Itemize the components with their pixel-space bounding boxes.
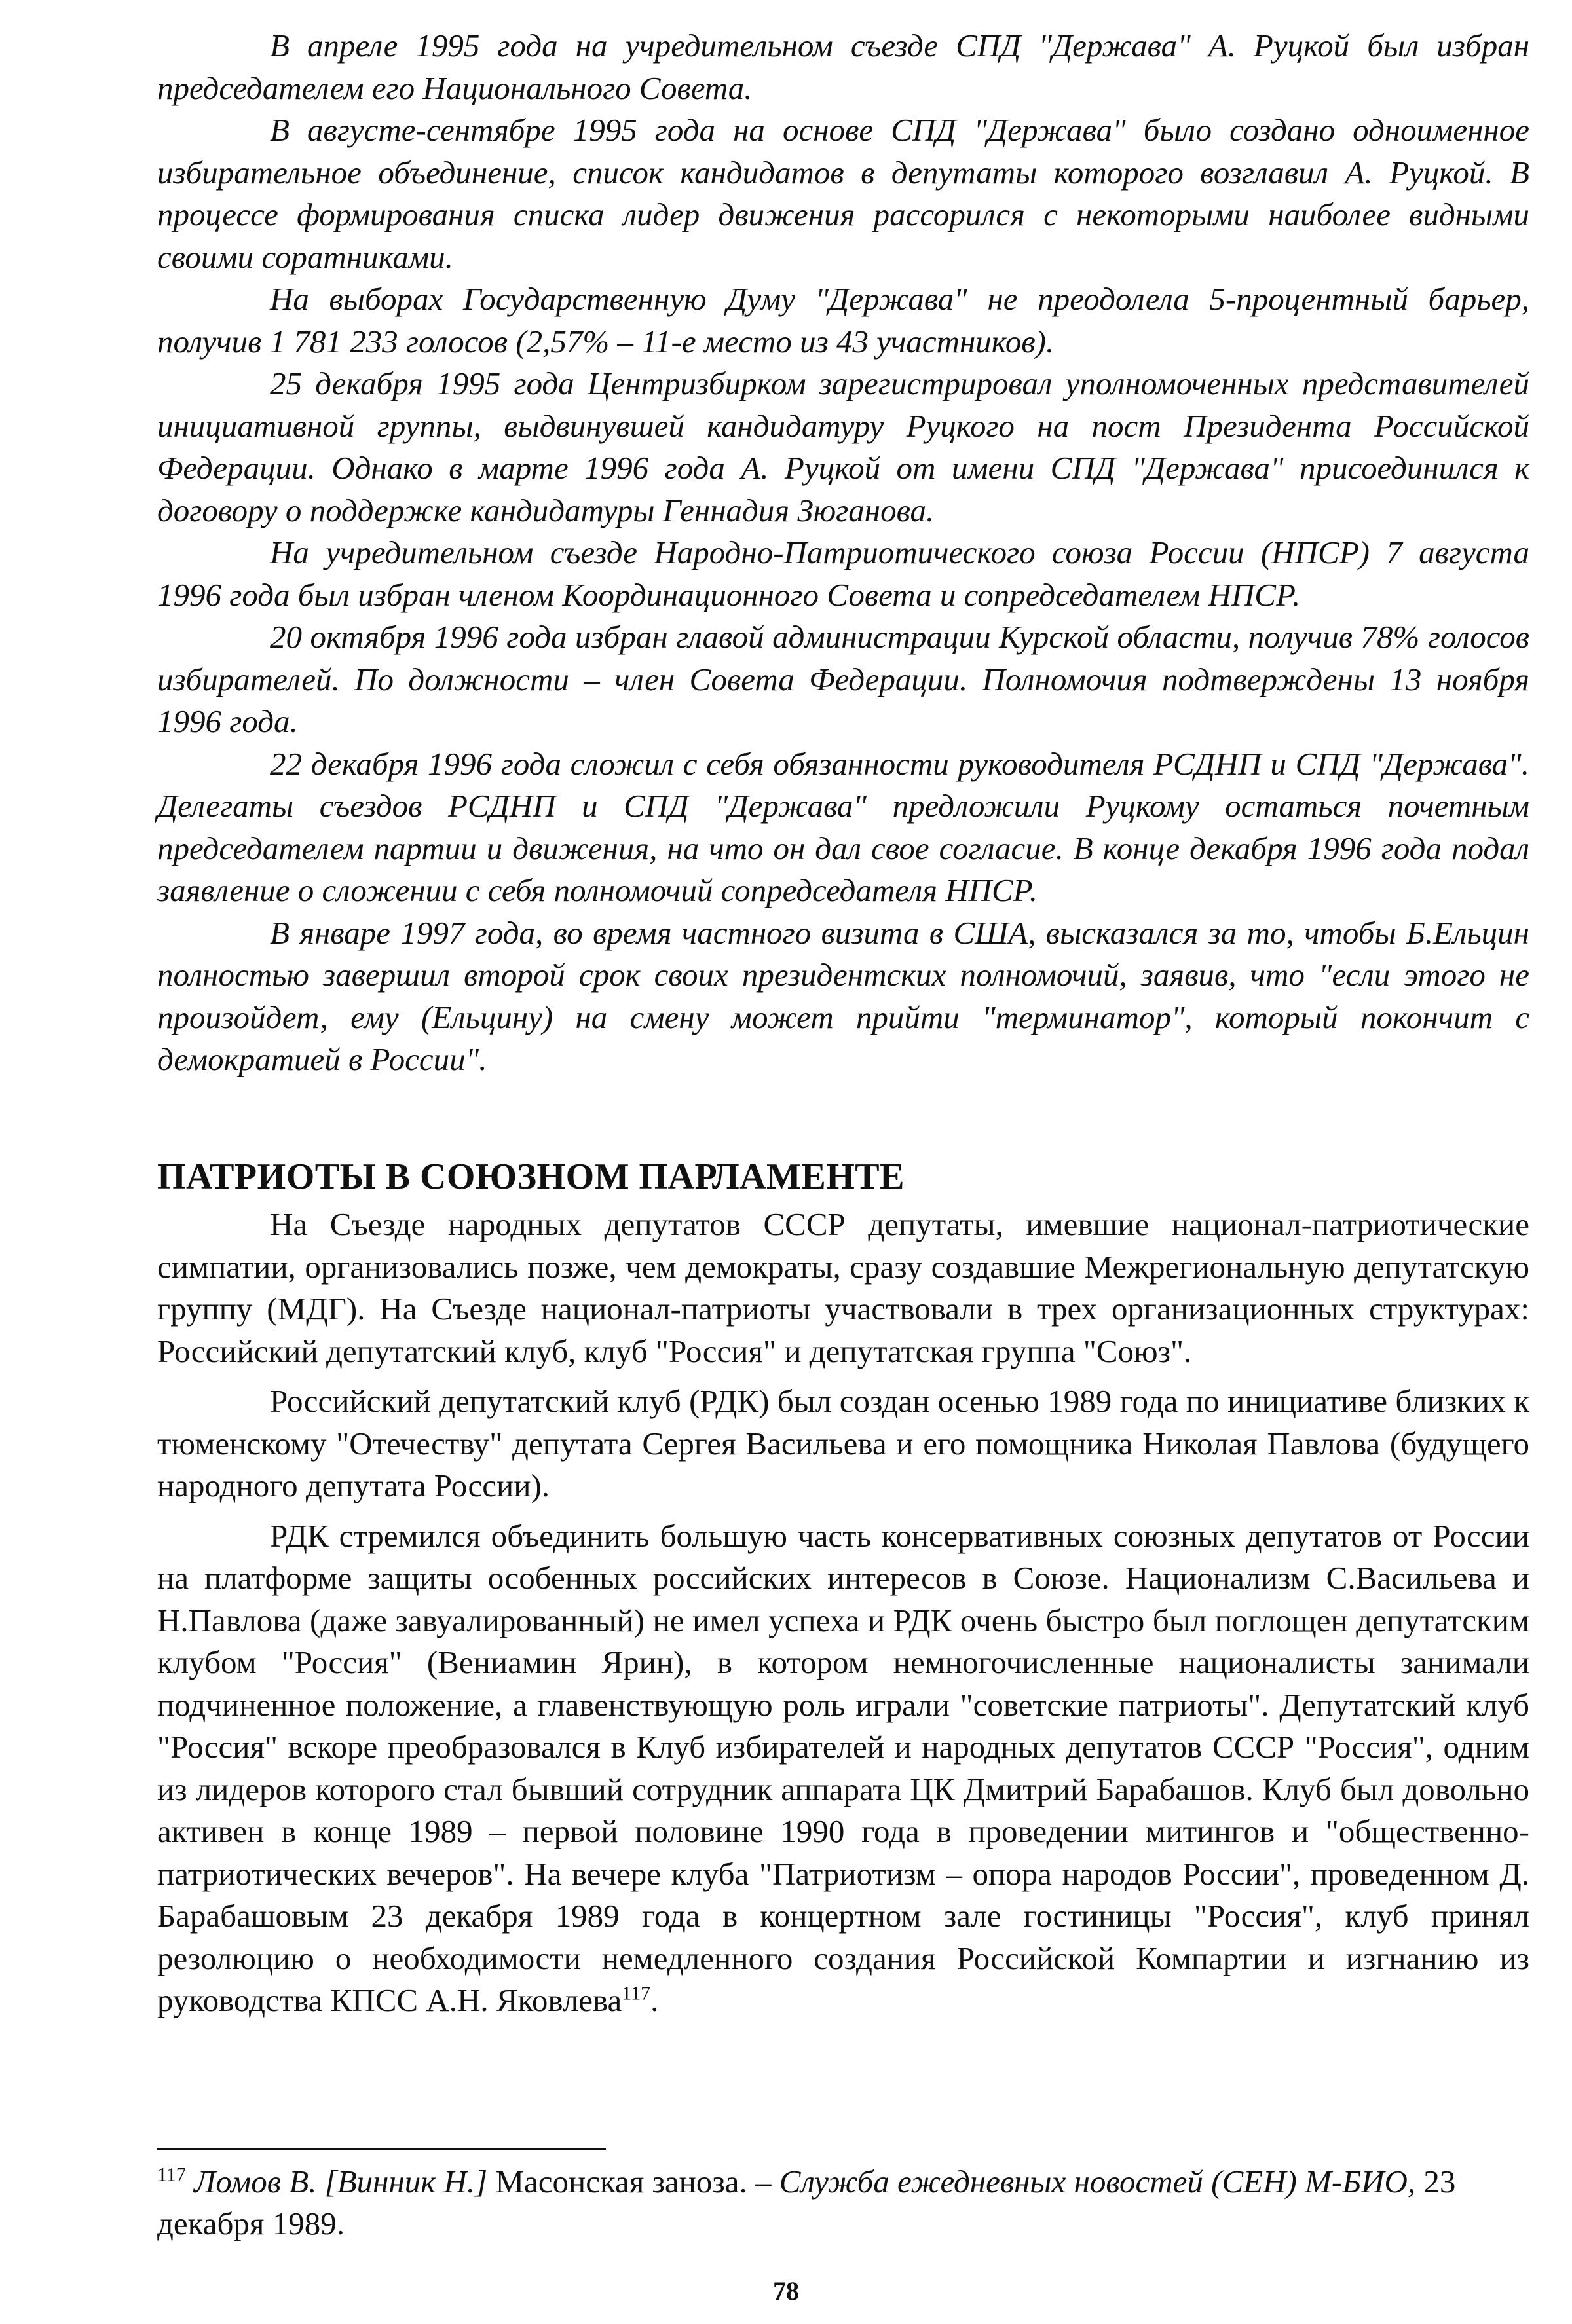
italic-paragraph: 22 декабря 1996 года сложил с себя обязанности руководителя РСДНП и СПД "Держава". Делегаты съездов РСДНП и СПД "Держава" предложили Руцкому остаться почетным председателем партии и движения, на что он дал свое согласие. В конце декабря 1996 года подал заявление о сложении с себя полномочий сопредседателя НПСР. (157, 745, 1529, 908)
footnote (157, 2161, 1529, 2245)
body-paragraph: Российский депутатский клуб (РДК) был создан осенью 1989 года по инициативе близких к тюменскому "Отечеству" депутата Сергея Васильева и его помощника Николая Павлова (будущего народного депутата России). (157, 1383, 1529, 1503)
italic-paragraph: В апреле 1995 года на учредительном съезде СПД "Держава" А. Руцкой был избран председателем его Национального Совета. (157, 28, 1529, 106)
footnote-source: Служба ежедневных новостей (СЕН) М-БИО, (779, 2164, 1416, 2200)
footnote-divider (157, 2148, 606, 2150)
footnote-date: 23 декабря 1989. (157, 2164, 1456, 2241)
italic-text-block (157, 25, 1529, 1081)
page-number: 78 (773, 2276, 799, 2306)
body-paragraph-text: РДК стремился объединить большую часть консервативных союзных депутатов от России на платформе защиты особенных российских интересов в Союзе. Национализм С.Васильева и Н.Павлова (даже завуалированный) не имел успеха и РДК очень быстро был поглощен депутатским клубом "Россия" (Вениамин Ярин), в котором немногочисленные националисты занимали подчиненное положение, а главенствующую роль играли "советские патриоты". Депутатский клуб "Россия" вскоре преобразовался в Клуб избирателей и народных депутатов СССР "Россия", одним из лидеров которого стал бывший сотрудник аппарата ЦК Дмитрий Барабашов. Клуб был довольно активен в конце 1989 – первой половине 1990 года в проведении митингов и "общественно-патриотических вечеров". На вечере клуба "Патриотизм – опора народов России", проведенном Д. Барабашовым 23 декабря 1989 года в концертном зале гостиницы "Россия", клуб принял резолюцию о необходимости немедленного создания Российской Компартии и изгнанию из руководства КПСС А.Н. Яковлева (157, 1517, 1529, 2018)
footnote-number: 117 (157, 2164, 186, 2186)
italic-paragraph: 25 декабря 1995 года Центризбирком зарегистрировал уполномоченных представителей инициативной группы, выдвинувшей кандидатуру Руцкого на пост Президента Российской Федерации. Однако в марте 1996 года А. Руцкой от имени СПД "Держава" присоединился к договору о поддержке кандидатуры Геннадия Зюганова. (157, 365, 1529, 528)
section-heading: ПАТРИОТЫ В СОЮЗНОМ ПАРЛАМЕНТЕ (157, 1156, 905, 1197)
italic-paragraph: На выборах Государственную Думу "Держава" не преодолела 5-процентный барьер, получив 1 781 233 голосов (2,57% – 11-е место из 43 участников). (157, 281, 1529, 360)
footnote-reference[interactable]: 117 (622, 1982, 651, 2004)
italic-paragraph: В январе 1997 года, во время частного визита в США, высказался за то, чтобы Б.Ельцин полностью завершил второй срок своих президентских полномочий, заявив, что "если этого не произойдет, ему (Ельцину) на смену может прийти "терминатор", который покончит с демократией в России". (157, 914, 1529, 1077)
footnote-author: Ломов В. [Винник Н.] (194, 2164, 488, 2200)
italic-paragraph: 20 октября 1996 года избран главой администрации Курской области, получив 78% голосов избирателей. По должности – член Совета Федерации. Полномочия подтверждены 13 ноября 1996 года. (157, 619, 1529, 739)
italic-paragraph: В августе-сентябре 1995 года на основе СПД "Держава" было создано одноименное избирательное объединение, список кандидатов в депутаты которого возглавил А. Руцкой. В процессе формирования списка лидер движения рассорился с некоторыми наиболее видными своими соратниками. (157, 112, 1529, 275)
body-paragraph: На Съезде народных депутатов СССР депутаты, имевшие национал-патриотические симпатии, организовались позже, чем демократы, сразу создавшие Межрегиональную депутатскую группу (МДГ). На Съезде национал-патриоты участвовали в трех организационных структурах: Российский депутатский клуб, клуб "Россия" и депутатская группа "Союз". (157, 1206, 1529, 1369)
body-paragraph: РДК стремился объединить большую часть консервативных союзных депутатов от России на платформе защиты особенных российских интересов в Союзе. Национализм С.Васильева и Н.Павлова (даже завуалированный) не имел успеха и РДК очень быстро был поглощен депутатским клубом "Россия" (Вениамин Ярин), в котором немногочисленные националисты занимали подчиненное положение, а главенствующую роль играли "советские патриоты". Депутатский клуб "Россия" вскоре преобразовался в Клуб избирателей и народных депутатов СССР "Россия", одним из лидеров которого стал бывший сотрудник аппарата ЦК Дмитрий Барабашов. Клуб был довольно активен в конце 1989 – первой половине 1990 года в проведении митингов и "общественно-патриотических вечеров". На вечере клуба "Патриотизм – опора народов России", проведенном Д. Барабашовым 23 декабря 1989 года в концертном зале гостиницы "Россия", клуб принял резолюцию о необходимости немедленного создания Российской Компартии и изгнанию из руководства КПСС А.Н. Яковлева$^{117}$. (157, 1517, 1529, 2018)
main-text-block (157, 1204, 1529, 2022)
footnote-title: Масонская заноза. – (495, 2164, 772, 2200)
italic-paragraph: На учредительном съезде Народно-Патриотического союза России (НПСР) 7 августа 1996 года был избран членом Координационного Совета и сопредседателем НПСР. (157, 534, 1529, 613)
